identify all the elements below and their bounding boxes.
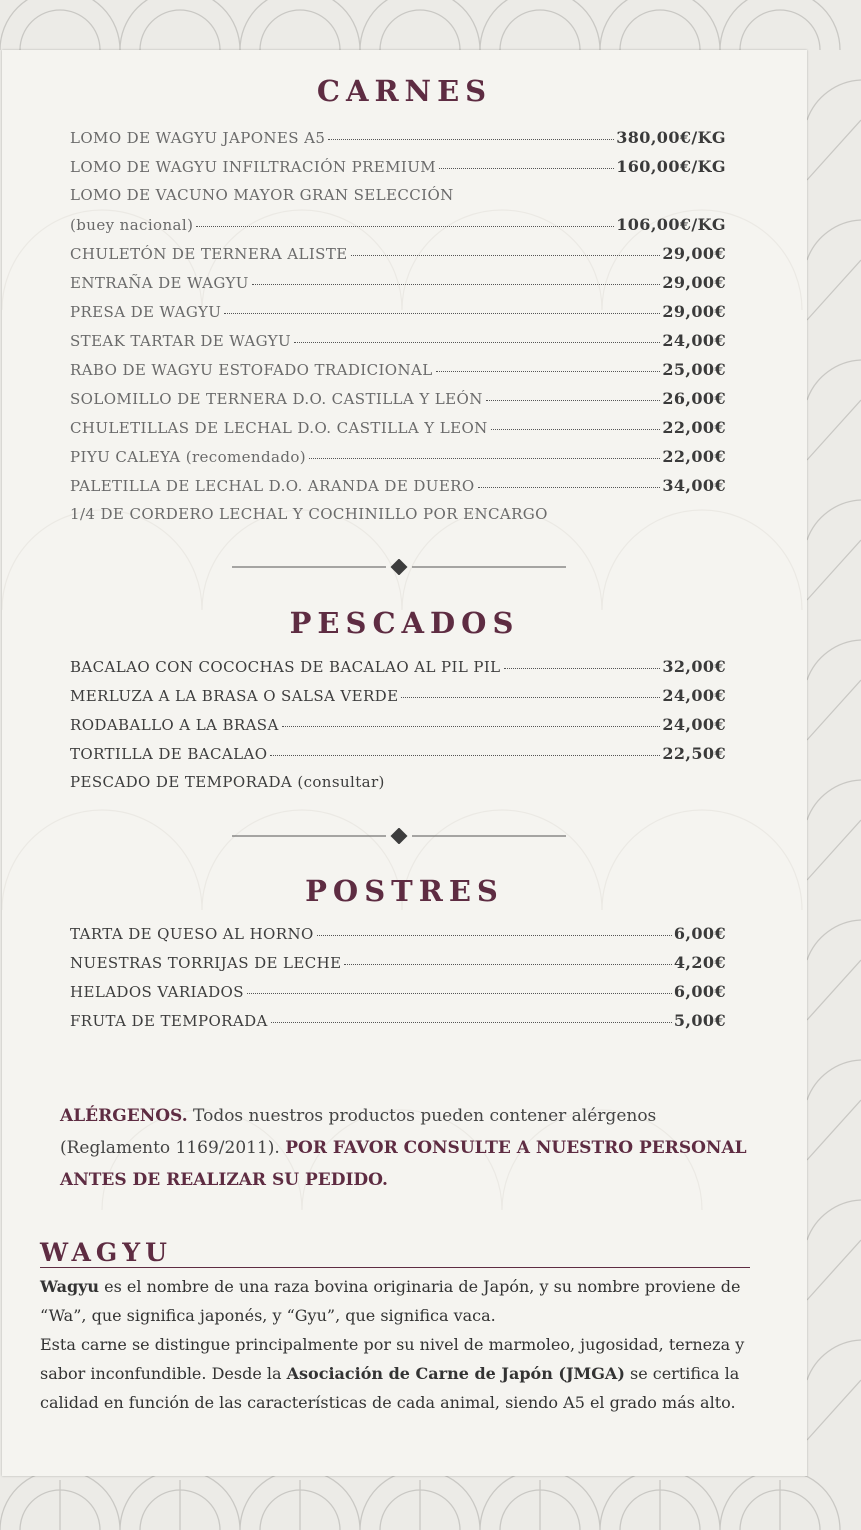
wagyu-p2-text-end: se certifica la calidad en función de las características de cada animal, siendo A5 el grado más alto.: [40, 1364, 740, 1412]
menu-item-price: 24,00€: [662, 331, 726, 350]
menu-item-price: 6,00€: [673, 924, 726, 943]
menu-item-name: PESCADO DE TEMPORADA (consultar): [70, 773, 385, 791]
menu-item-price: 32,00€: [662, 657, 726, 676]
menu-item-name: PRESA DE WAGYU: [70, 303, 222, 321]
menu-item-price: 25,00€: [662, 360, 726, 379]
menu-item: [70, 924, 726, 953]
menu-item-price: 160,00€/KG: [616, 157, 726, 176]
menu-item-name: PALETILLA DE LECHAL D.O. ARANDA DE DUERO: [70, 477, 475, 495]
allergen-notice: [60, 1100, 760, 1196]
dot-leader: [282, 726, 661, 727]
dot-leader: [309, 458, 660, 459]
allergen-warning: POR FAVOR CONSULTE A NUESTRO PERSONAL ANTES DE REALIZAR SU PEDIDO.: [60, 1138, 747, 1190]
menu-item-name: NUESTRAS TORRIJAS DE LECHE: [70, 954, 342, 972]
menu-item-name: HELADOS VARIADOS: [70, 983, 244, 1001]
dot-leader: [436, 371, 661, 372]
menu-item-name: BACALAO CON COCOCHAS DE BACALAO AL PIL PIL: [70, 658, 501, 676]
wagyu-heading: WAGYU: [40, 1238, 172, 1267]
menu-item: [70, 244, 726, 273]
wagyu-p2-bold: Asociación de Carne de Japón (JMGA): [286, 1364, 625, 1383]
dot-leader: [317, 935, 672, 936]
dot-leader: [344, 964, 671, 965]
menu-item-price: 22,00€: [662, 447, 726, 466]
dot-leader: [252, 284, 661, 285]
menu-item: [70, 302, 726, 331]
wagyu-heading-rule: [40, 1267, 750, 1268]
dot-leader: [247, 993, 672, 994]
wagyu-description: [40, 1272, 760, 1417]
menu-item-name: RABO DE WAGYU ESTOFADO TRADICIONAL: [70, 361, 433, 379]
menu-item-price: 29,00€: [662, 273, 726, 292]
dot-leader: [439, 168, 614, 169]
section-divider: [232, 828, 566, 844]
dot-leader: [478, 487, 661, 488]
menu-item-name: PIYU CALEYA (recomendado): [70, 448, 307, 466]
menu-item-price: 24,00€: [662, 686, 726, 705]
dot-leader: [271, 1022, 672, 1023]
menu-item: [70, 476, 726, 505]
dot-leader: [328, 139, 614, 140]
menu-item-name: (buey nacional): [70, 216, 194, 234]
menu-item: [70, 686, 726, 715]
menu-item-name: MERLUZA A LA BRASA O SALSA VERDE: [70, 687, 399, 705]
menu-item-price: 4,20€: [673, 953, 726, 972]
wagyu-p1-text: es el nombre de una raza bovina originaria de Japón, y su nombre proviene de “Wa”, que significa japonés, y “Gyu”, que significa vaca.: [40, 1277, 741, 1325]
menu-item: [70, 505, 726, 534]
section-title-carnes: CARNES: [316, 74, 493, 108]
menu-item-price: 26,00€: [662, 389, 726, 408]
menu-item-name: LOMO DE VACUNO MAYOR GRAN SELECCIÓN: [70, 186, 454, 204]
menu-item-price: 29,00€: [662, 244, 726, 263]
menu-item: [70, 715, 726, 744]
wagyu-paragraph-1: [40, 1272, 760, 1330]
menu-item-price: 29,00€: [662, 302, 726, 321]
carnes-list: [70, 128, 726, 534]
dot-leader: [491, 429, 661, 430]
menu-item: [70, 953, 726, 982]
menu-item-name: RODABALLO A LA BRASA: [70, 716, 279, 734]
menu-item-price: 24,00€: [662, 715, 726, 734]
allergen-text: Todos nuestros productos pueden contener alérgenos (Reglamento 1169/2011).: [60, 1106, 657, 1158]
allergen-label: ALÉRGENOS.: [60, 1106, 188, 1126]
dot-leader: [351, 255, 661, 256]
menu-item: [70, 773, 726, 802]
menu-item-price: 34,00€: [662, 476, 726, 495]
menu-item: [70, 982, 726, 1011]
menu-item-price: 106,00€/KG: [616, 215, 726, 234]
menu-item-name: FRUTA DE TEMPORADA: [70, 1012, 268, 1030]
wagyu-p2-text: Esta carne se distingue principalmente por su nivel de marmoleo, jugosidad, terneza y sabor inconfundible. Desde la: [40, 1335, 745, 1383]
dot-leader: [486, 400, 661, 401]
dot-leader: [504, 668, 661, 669]
section-divider: [232, 559, 566, 575]
menu-item-name: SOLOMILLO DE TERNERA D.O. CASTILLA Y LEÓN: [70, 390, 483, 408]
menu-item-name: STEAK TARTAR DE WAGYU: [70, 332, 292, 350]
menu-item-price: 22,50€: [662, 744, 726, 763]
menu-item: [70, 447, 726, 476]
menu-item-price: 22,00€: [662, 418, 726, 437]
section-title-postres: POSTRES: [305, 874, 504, 908]
menu-item-price: 380,00€/KG: [616, 128, 726, 147]
menu-item: [70, 360, 726, 389]
wagyu-paragraph-2: [40, 1330, 760, 1417]
dot-leader: [270, 755, 660, 756]
menu-item-name: ENTRAÑA DE WAGYU: [70, 274, 249, 292]
menu-item-name: CHULETILLAS DE LECHAL D.O. CASTILLA Y LEON: [70, 419, 488, 437]
menu-item: [70, 186, 726, 215]
dot-leader: [224, 313, 660, 314]
menu-item-name: TORTILLA DE BACALAO: [70, 745, 268, 763]
menu-item-name: LOMO DE WAGYU INFILTRACIÓN PREMIUM: [70, 158, 437, 176]
dot-leader: [401, 697, 660, 698]
menu-item-name: LOMO DE WAGYU JAPONES A5: [70, 129, 326, 147]
menu-item-name: TARTA DE QUESO AL HORNO: [70, 925, 314, 943]
menu-item-name: 1/4 DE CORDERO LECHAL Y COCHINILLO POR ENCARGO: [70, 505, 548, 523]
dot-leader: [294, 342, 660, 343]
menu-item: [70, 744, 726, 773]
pescados-list: [70, 657, 726, 802]
menu-item-price: 6,00€: [673, 982, 726, 1001]
menu-item: [70, 389, 726, 418]
menu-item: [70, 128, 726, 157]
wagyu-p1-bold: Wagyu: [40, 1277, 100, 1296]
dot-leader: [196, 226, 614, 227]
menu-item: [70, 215, 726, 244]
menu-item: [70, 657, 726, 686]
menu-item: [70, 418, 726, 447]
menu-item-name: CHULETÓN DE TERNERA ALISTE: [70, 245, 348, 263]
section-title-pescados: PESCADOS: [289, 606, 520, 640]
menu-item: [70, 1011, 726, 1040]
postres-list: [70, 924, 726, 1040]
menu-item: [70, 331, 726, 360]
menu-item-price: 5,00€: [673, 1011, 726, 1030]
menu-item: [70, 157, 726, 186]
menu-item: [70, 273, 726, 302]
